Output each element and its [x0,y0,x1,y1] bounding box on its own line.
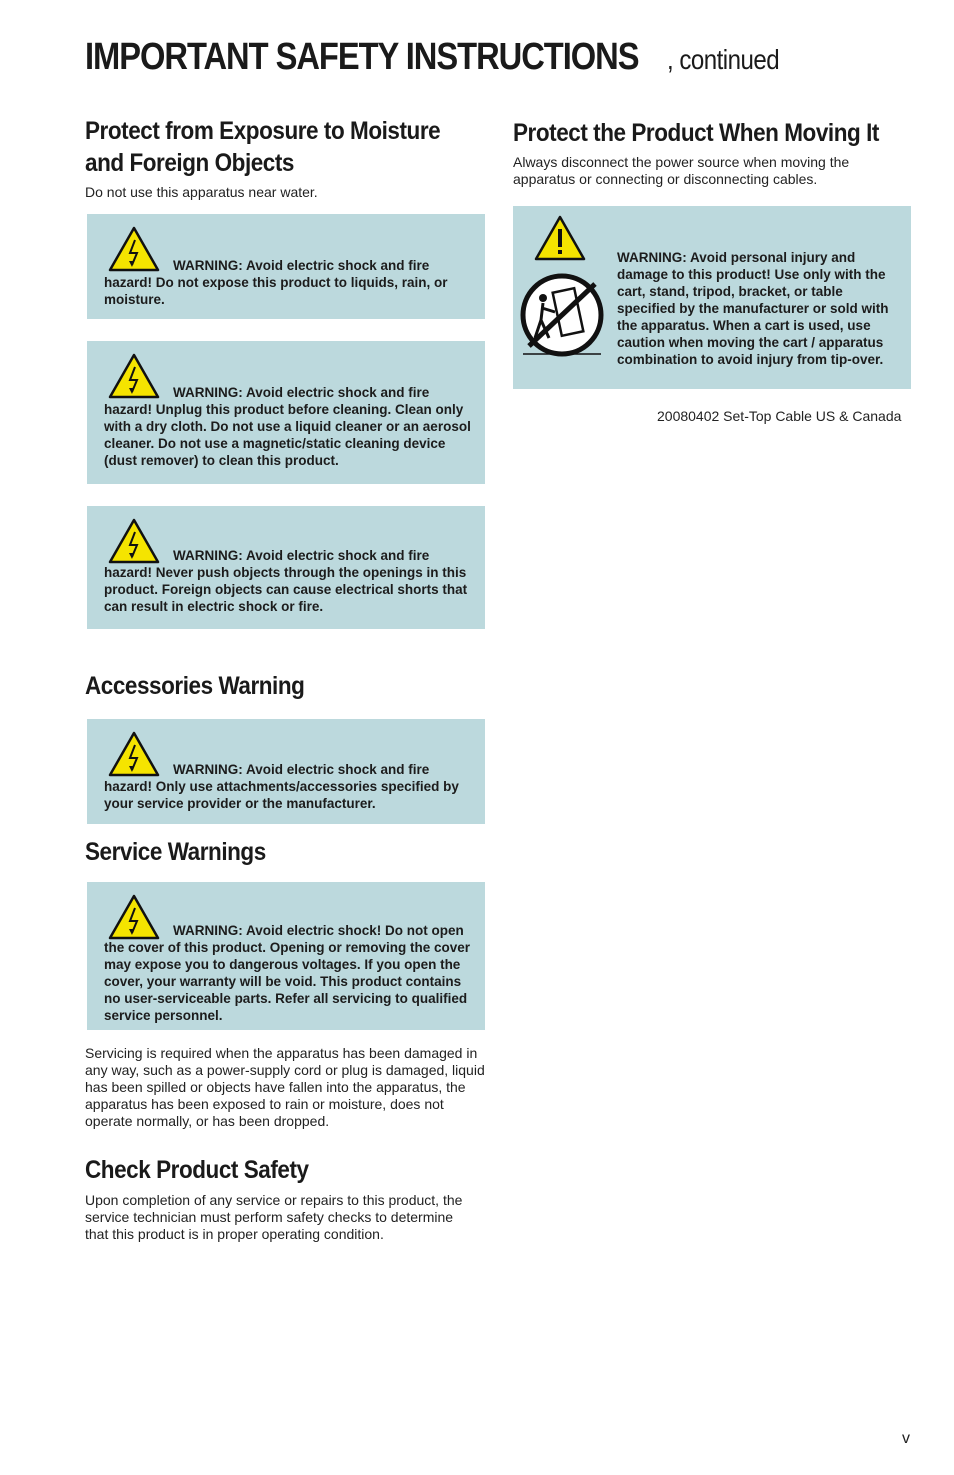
warning-box-moisture [87,214,485,319]
moving-heading: Protect the Product When Moving It [513,119,879,147]
high-voltage-warning-icon [108,894,160,940]
warning-text-cleaning: WARNING: Avoid electric shock and fire hazard! Unplug this product before cleaning. Clean only with a dry cloth. Do not use a liquid cleaner or an aerosol cleaner. Do not use a magnetic/static cleaning device (dust remover) to clean this product. [104,385,471,468]
service-heading: Service Warnings [85,838,266,866]
warning-box-moving [513,206,911,389]
high-voltage-warning-icon [108,731,160,777]
warning-text-moving: WARNING: Avoid personal injury and damage to this product! Use only with the cart, stand, tripod, bracket, or table specified by the manufacturer or sold with the apparatus. When a cart is used, use caution when moving the cart / apparatus combination to avoid injury from tip-over. [617,250,889,367]
check-safety-paragraph: Upon completion of any service or repairs to this product, the service technician must perform safety checks to determine that this product is in proper operating condition. [85,1192,463,1242]
warning-box-foreign-objects [87,506,485,629]
accessories-heading: Accessories Warning [85,672,305,700]
warning-text-accessories: WARNING: Avoid electric shock and fire hazard! Only use attachments/accessories specified by your service provider or the manufacturer. [104,762,459,811]
page-title-main: IMPORTANT SAFETY INSTRUCTIONS [85,36,639,78]
moisture-intro: Do not use this apparatus near water. [85,184,318,200]
warning-box-cleaning [87,341,485,484]
moisture-heading: Protect from Exposure to Moisture and Foreign Objects [85,117,441,177]
moving-intro: Always disconnect the power source when moving the apparatus or connecting or disconnecting cables. [513,154,850,187]
high-voltage-warning-icon [108,226,160,272]
document-reference: 20080402 Set-Top Cable US & Canada [657,408,902,424]
cart-tip-over-icon [519,272,605,358]
warning-box-service [87,882,485,1030]
warning-text-service: WARNING: Avoid electric shock! Do not open the cover of this product. Opening or removing the cover may expose you to dangerous voltages. If you open the cover, your warranty will be void. This product contains no user-serviceable parts. Refer all servicing to qualified service personnel. [104,923,471,1023]
high-voltage-warning-icon [108,518,160,564]
high-voltage-warning-icon [108,353,160,399]
page-title [85,36,797,79]
check-safety-heading: Check Product Safety [85,1156,309,1184]
page-title-suffix: , continued [666,44,779,75]
warning-box-accessories [87,719,485,824]
exclamation-warning-icon [534,215,586,261]
page-number: v [902,1430,910,1447]
service-paragraph: Servicing is required when the apparatus has been damaged in any way, such as a power-supply cord or plug is damaged, liquid has been spilled or objects have fallen into the apparatus, the apparatus has been exposed to rain or moisture, does not operate normally, or has been dropped. [85,1045,485,1129]
warning-text-foreign-objects: WARNING: Avoid electric shock and fire hazard! Never push objects through the openings in this product. Foreign objects can cause electrical shorts that can result in electric shock or fire. [104,548,468,614]
warning-text-moisture: WARNING: Avoid electric shock and fire hazard! Do not expose this product to liquids, rain, or moisture. [104,258,448,307]
